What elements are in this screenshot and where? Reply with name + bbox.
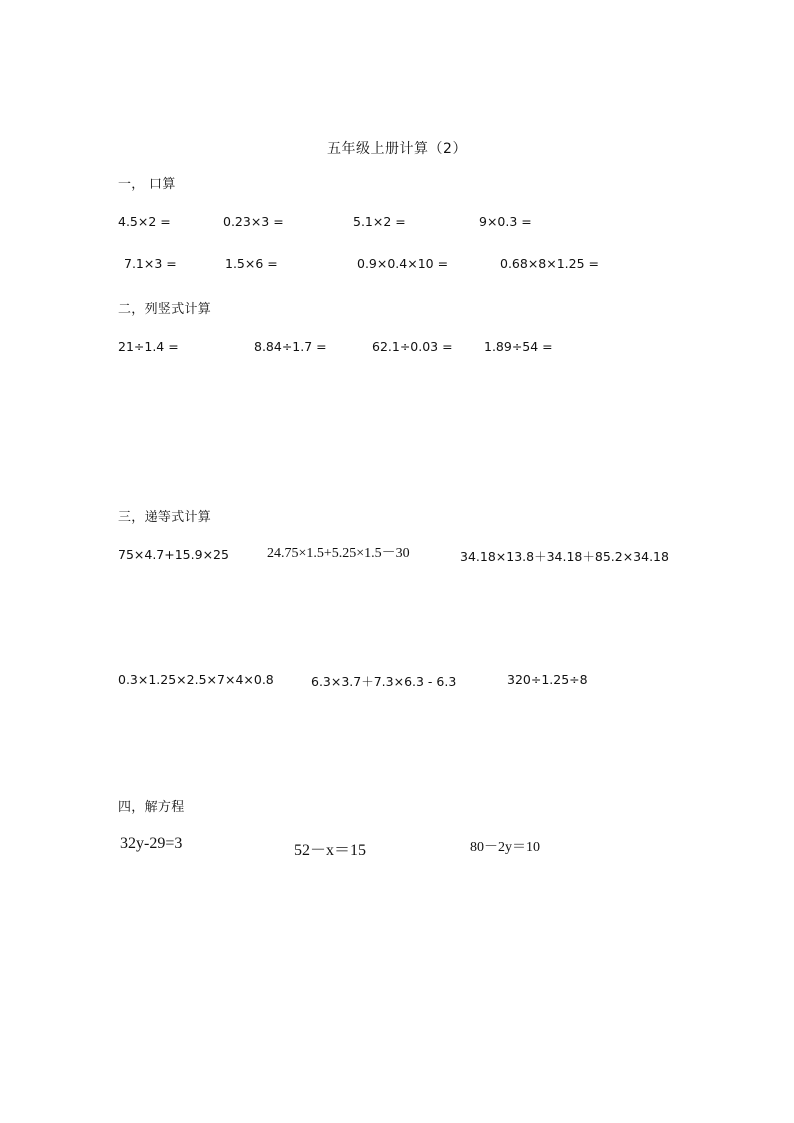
step-calc-item: 34.18×13.8＋34.18＋85.2×34.18: [460, 549, 669, 564]
equation-item: 52－x＝15: [294, 842, 367, 859]
section-heading-equations: 四，解方程: [118, 800, 185, 815]
vertical-calc-item: 8.84÷1.7 =: [254, 339, 327, 354]
vertical-calc-item: 1.89÷54 =: [484, 339, 553, 354]
step-calc-item: 320÷1.25÷8: [507, 672, 588, 687]
oral-item: 5.1×2 =: [353, 214, 406, 229]
section-heading-step-calc: 三，递等式计算: [118, 510, 212, 525]
oral-item: 4.5×2 =: [118, 214, 171, 229]
oral-item: 0.68×8×1.25 =: [500, 256, 600, 271]
oral-item: 0.9×0.4×10 =: [357, 256, 449, 271]
step-calc-item: 0.3×1.25×2.5×7×4×0.8: [118, 672, 274, 687]
equation-item: 32y-29=3: [120, 835, 183, 852]
step-calc-item: 24.75×1.5+5.25×1.5－30: [267, 546, 410, 561]
oral-item: 9×0.3 =: [479, 214, 532, 229]
oral-item: 7.1×3 =: [124, 256, 177, 271]
page-title: 五年级上册计算（2）: [327, 141, 467, 157]
equation-item: 80－2y＝10: [470, 840, 540, 855]
step-calc-item: 75×4.7+15.9×25: [118, 547, 229, 562]
section-heading-vertical-calc: 二，列竖式计算: [118, 302, 212, 317]
step-calc-item: 6.3×3.7＋7.3×6.3 - 6.3: [311, 674, 457, 689]
vertical-calc-item: 62.1÷0.03 =: [372, 339, 453, 354]
oral-item: 1.5×6 =: [225, 256, 278, 271]
vertical-calc-item: 21÷1.4 =: [118, 339, 179, 354]
oral-item: 0.23×3 =: [223, 214, 284, 229]
section-heading-oral-calc: 一， 口算: [118, 177, 176, 192]
